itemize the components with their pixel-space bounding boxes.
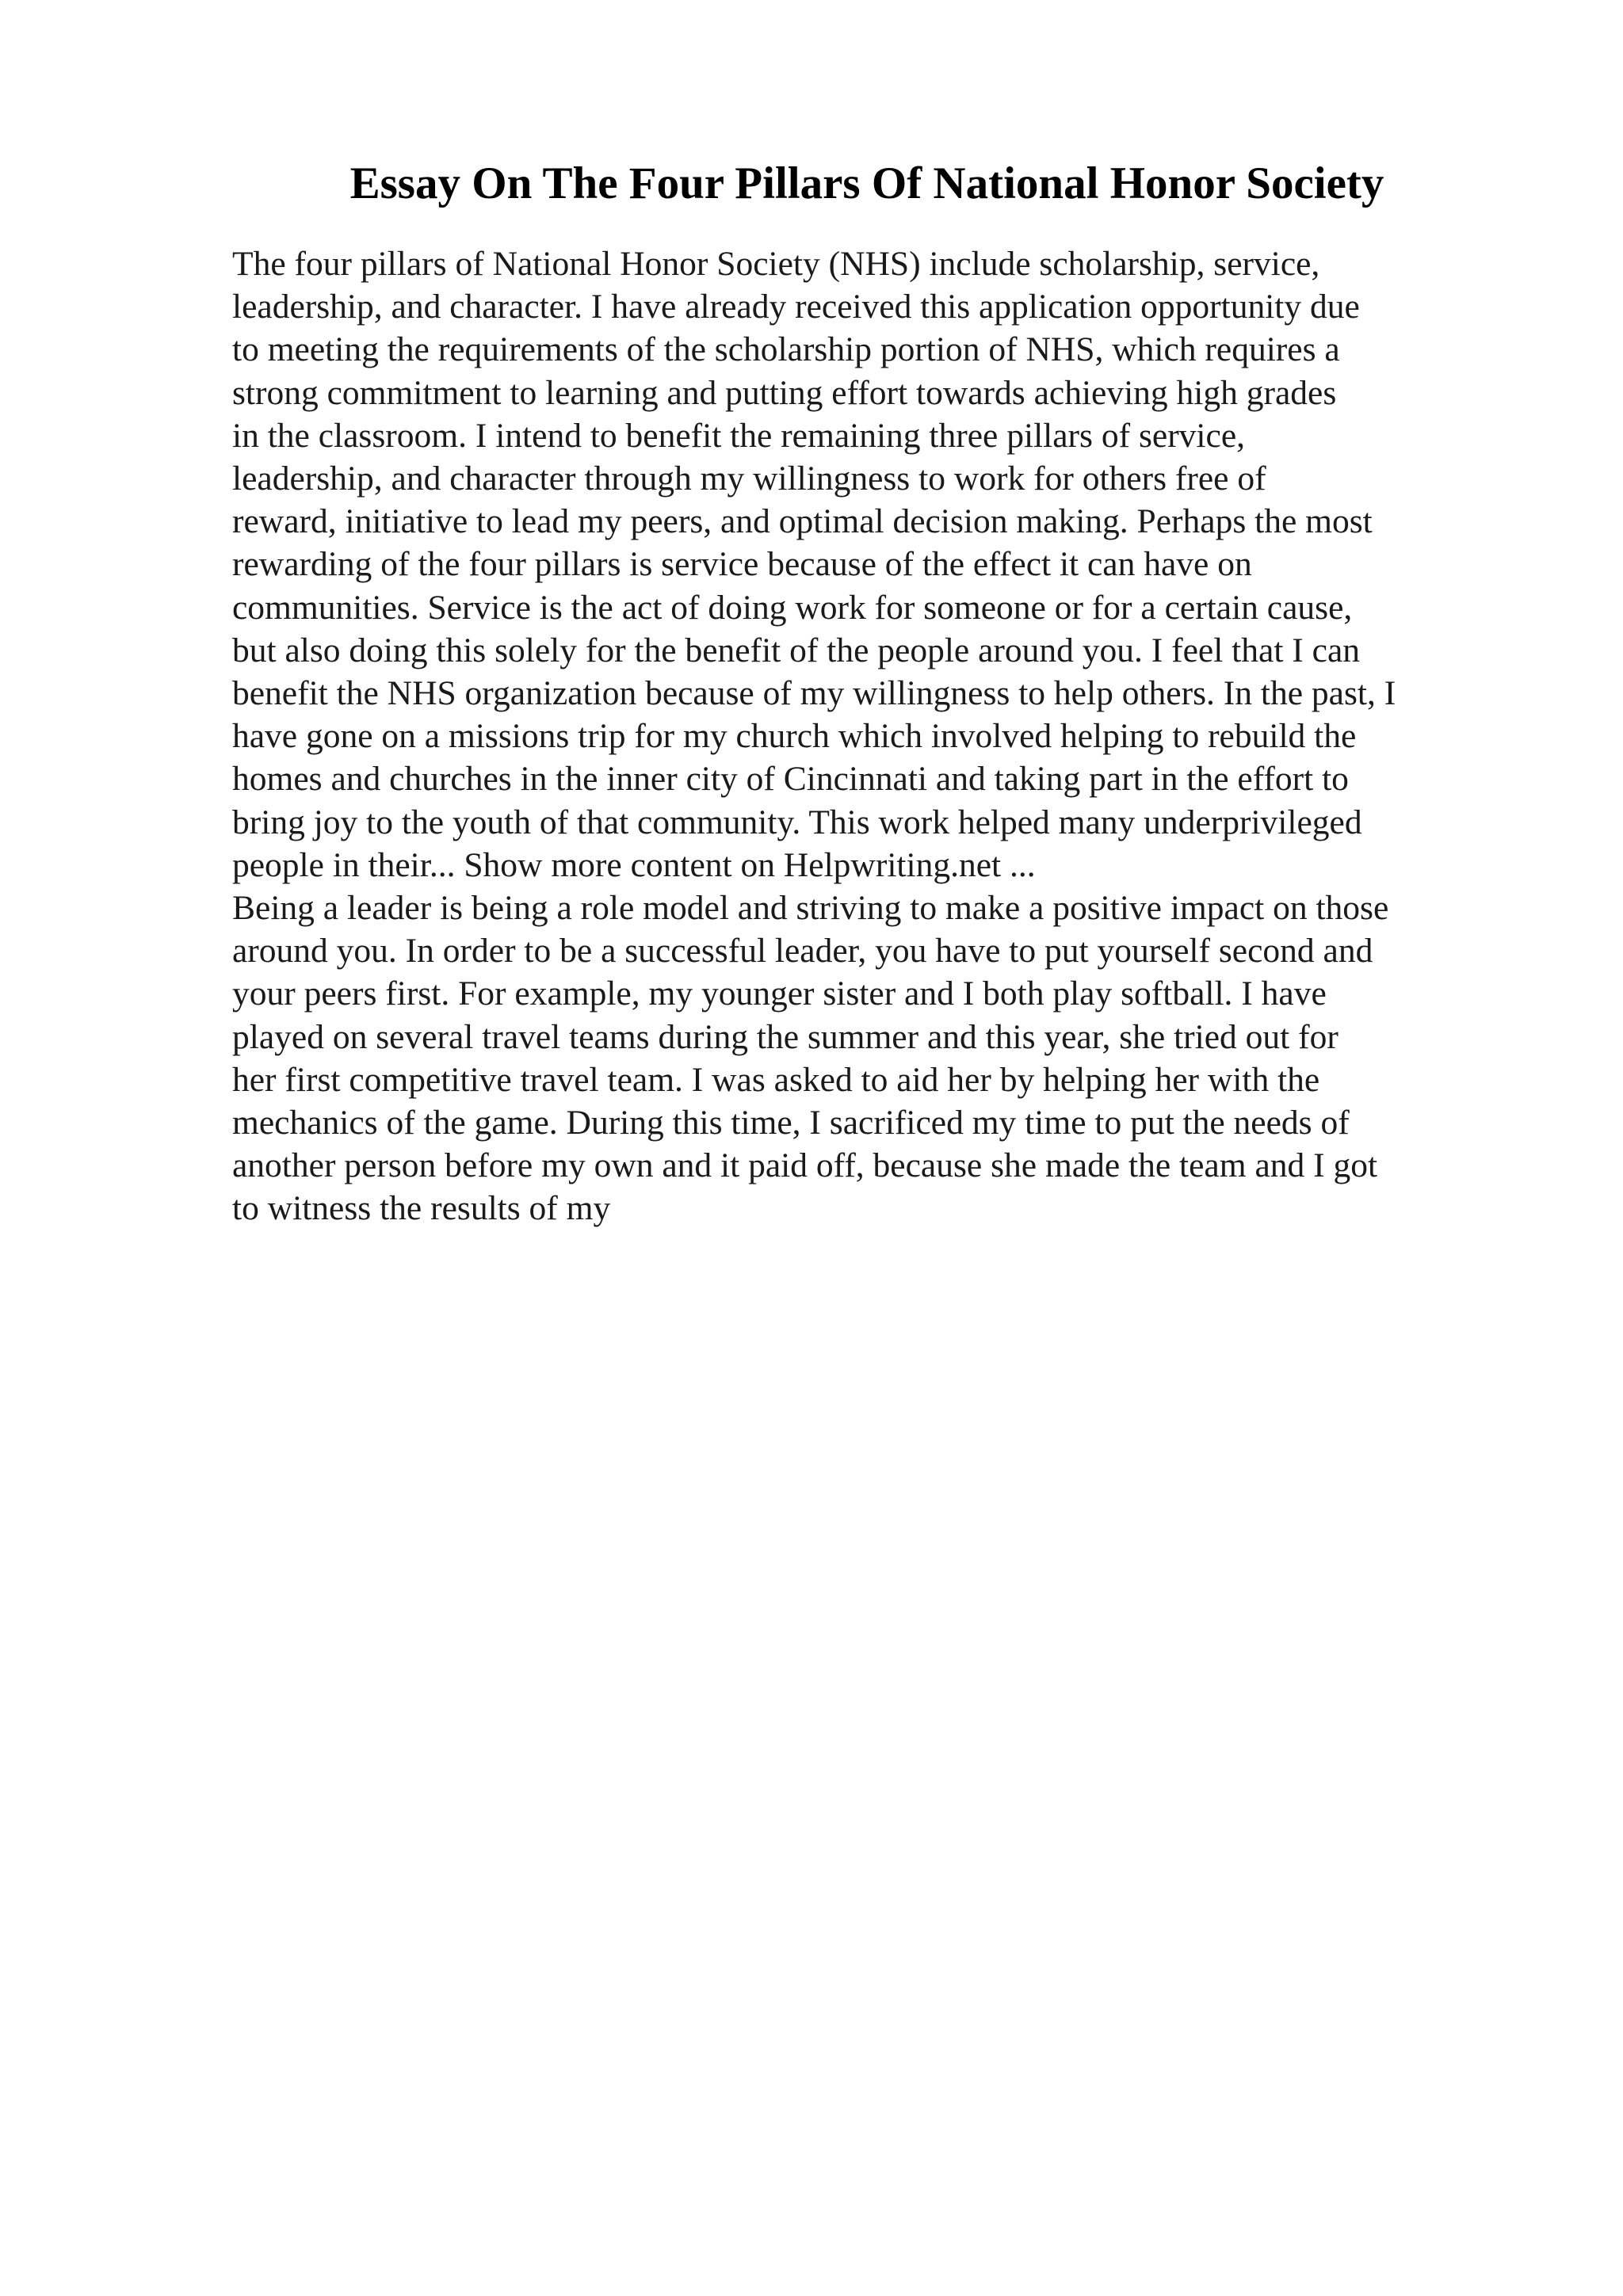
text-line: to meeting the requirements of the scholarship portion of NHS, which requires a xyxy=(232,330,1340,369)
text-line: leadership, and character. I have already received this application opportunity due xyxy=(232,288,1360,326)
text-line: to witness the results of my xyxy=(232,1189,611,1228)
text-line: reward, initiative to lead my peers, and optimal decision making. Perhaps the most xyxy=(232,502,1373,541)
essay-body xyxy=(232,242,1500,1230)
text-line: have gone on a missions trip for my church which involved helping to rebuild the xyxy=(232,717,1357,756)
text-line: rewarding of the four pillars is service because of the effect it can have on xyxy=(232,545,1252,584)
text-line: bring joy to the youth of that community. This work helped many underprivileged xyxy=(232,803,1362,841)
text-line: people in their... Show more content on Helpwriting.net ... xyxy=(232,845,1036,884)
text-line: leadership, and character through my willingness to work for others free of xyxy=(232,460,1266,498)
text-line: strong commitment to learning and putting effort towards achieving high grades xyxy=(232,373,1337,412)
text-line: Being a leader is being a role model and striving to make a positive impact on those xyxy=(232,889,1389,928)
text-line: benefit the NHS organization because of my willingness to help others. In the past, I xyxy=(232,674,1396,713)
text-line: in the classroom. I intend to benefit the remaining three pillars of service, xyxy=(232,416,1246,455)
document-title: Essay On The Four Pillars Of National Honor Society xyxy=(349,158,1384,208)
text-line: another person before my own and it paid off, because she made the team and I got xyxy=(232,1146,1378,1185)
text-line: her first competitive travel team. I was asked to aid her by helping her with the xyxy=(232,1060,1320,1099)
text-line: mechanics of the game. During this time, I sacrificed my time to put the needs of xyxy=(232,1104,1350,1142)
text-line: around you. In order to be a successful leader, you have to put yourself second and xyxy=(232,932,1373,971)
text-line: communities. Service is the act of doing work for someone or for a certain cause, xyxy=(232,588,1353,627)
text-line: your peers first. For example, my younger sister and I both play softball. I have xyxy=(232,974,1327,1013)
text-line: homes and churches in the inner city of Cincinnati and taking part in the effort to xyxy=(232,760,1349,799)
text-line: but also doing this solely for the benefit of the people around you. I feel that I can xyxy=(232,631,1361,669)
text-line: played on several travel teams during the summer and this year, she tried out for xyxy=(232,1017,1338,1056)
text-line: The four pillars of National Honor Society (NHS) include scholarship, service, xyxy=(232,245,1320,283)
